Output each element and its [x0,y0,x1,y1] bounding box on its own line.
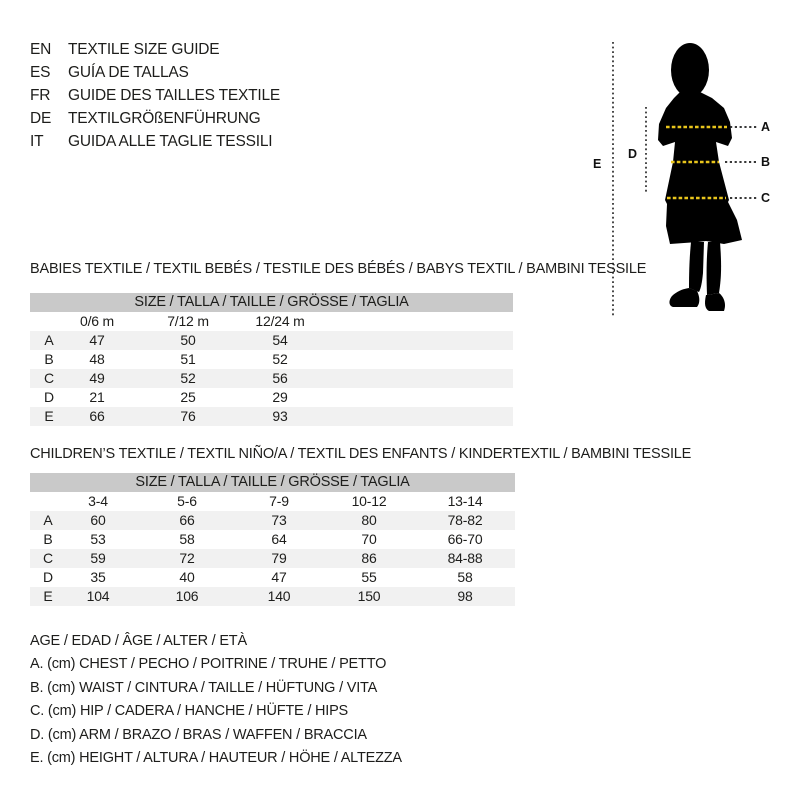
row-label: C [30,369,68,388]
legend-line-height: E. (cm) HEIGHT / ALTURA / HAUTEUR / HÖHE / ALTEZZA [30,749,402,766]
table-row [30,388,513,407]
table-row [30,369,513,388]
language-row-fr [30,84,280,107]
row-label: A [30,331,68,350]
child-silhouette-icon [658,43,742,311]
size-header-bar-row [30,293,513,312]
size-value: 150 [314,587,424,606]
size-value: 52 [272,351,288,367]
size-value: 70 [361,531,377,547]
size-value: 80 [314,511,424,530]
size-header-bar: SIZE / TALLA / TAILLE / GRÖSSE / TAGLIA [30,473,515,492]
size-value: 47 [271,569,287,585]
size-value: 59 [66,549,130,568]
language-code-it: IT [30,133,44,151]
size-value: 29 [272,389,288,405]
size-header-bar: SIZE / TALLA / TAILLE / GRÖSSE / TAGLIA [30,293,513,312]
language-row-it [30,131,280,154]
table-row [30,331,513,350]
size-value: 98 [424,587,506,606]
size-value: 40 [179,569,195,585]
size-value: 66-70 [447,531,483,547]
corner-cell [30,312,68,331]
table-row [30,568,515,587]
row-label: A [30,511,66,530]
measure-label-c: C [761,191,770,205]
size-value: 51 [180,351,196,367]
table-row [30,350,513,369]
size-value: 140 [244,587,314,606]
babies-section-title: BABIES TEXTILE / TEXTIL BEBÉS / TESTILE DES BÉBÉS / BABYS TEXTIL / BAMBINI TESSILE [30,261,647,277]
legend-line-arm: D. (cm) ARM / BRAZO / BRAS / WAFFEN / BRACCIA [30,726,367,743]
filler-cell [310,369,513,388]
size-value: 58 [457,569,473,585]
size-value: 35 [90,569,106,585]
language-header [30,38,280,154]
guide-title-de: TEXTILGRÖßENFÜHRUNG [68,110,261,128]
filler-cell [506,492,515,511]
language-row-es [30,61,280,84]
guide-title-es: GUÍA DE TALLAS [68,63,189,81]
legend-line-hip: C. (cm) HIP / CADERA / HANCHE / HÜFTE / HIPS [30,703,349,720]
table-row [30,407,513,426]
size-value: 73 [244,511,314,530]
column-header: 7/12 m [167,313,209,329]
column-header: 10-12 [351,493,387,509]
table-row [30,587,515,606]
language-code-en: EN [30,40,52,58]
size-value: 52 [126,369,250,388]
row-label: E [30,407,68,426]
filler-cell [310,331,513,350]
language-row-de [30,108,280,131]
size-value: 66 [130,511,244,530]
size-value: 56 [250,369,310,388]
column-header: 7-9 [269,493,289,509]
size-value: 49 [68,369,126,388]
column-header-row [30,492,515,511]
column-header: 12/24 m [255,313,305,329]
size-value: 78-82 [424,511,506,530]
size-value: 93 [250,407,310,426]
size-value: 72 [130,549,244,568]
measure-label-a: A [761,120,770,134]
filler-cell [310,407,513,426]
size-value: 60 [66,511,130,530]
size-value: 50 [126,331,250,350]
column-header: 5-6 [177,493,197,509]
column-header: 3-4 [88,493,108,509]
measure-label-d: D [628,147,637,161]
babies-size-table [30,293,513,426]
guide-title-it: GUIDA ALLE TAGLIE TESSILI [68,133,273,151]
measurement-legend [30,630,402,770]
corner-cell [30,492,66,511]
legend-line-age: AGE / EDAD / ÂGE / ALTER / ETÀ [30,633,247,649]
column-header-row [30,312,513,331]
table-row [30,530,515,549]
language-row-en [30,38,280,61]
filler-cell [506,511,515,530]
size-value: 84-88 [424,549,506,568]
row-label: D [43,569,53,585]
children-section-title: CHILDREN’S TEXTILE / TEXTIL NIÑO/A / TEXTIL DES ENFANTS / KINDERTEXTIL / BAMBINI TESSILE [30,446,692,462]
filler-cell [310,350,513,369]
size-value: 79 [244,549,314,568]
size-header-bar-row [30,473,515,492]
size-value: 106 [130,587,244,606]
table-row [30,511,515,530]
children-size-table [30,473,515,606]
size-value: 47 [68,331,126,350]
table-row [30,549,515,568]
filler-cell [506,587,515,606]
row-label: D [44,389,54,405]
row-label: E [30,587,66,606]
column-header: 0/6 m [79,313,114,329]
language-code-de: DE [30,110,52,128]
size-value: 86 [314,549,424,568]
size-value: 66 [68,407,126,426]
size-value: 48 [89,351,105,367]
language-code-es: ES [30,63,51,81]
size-value: 104 [66,587,130,606]
filler-cell [506,549,515,568]
row-label: C [30,549,66,568]
size-value: 64 [271,531,287,547]
legend-line-waist: B. (cm) WAIST / CINTURA / TAILLE / HÜFTUNG / VITA [30,679,378,696]
size-value: 25 [180,389,196,405]
row-label: B [44,351,54,367]
filler-cell [506,568,515,587]
measure-label-e: E [593,157,602,171]
size-value: 53 [90,531,106,547]
guide-title-fr: GUIDE DES TAILLES TEXTILE [68,86,281,104]
column-header: 13-14 [447,493,483,509]
size-value: 55 [361,569,377,585]
size-value: 54 [250,331,310,350]
size-value: 21 [89,389,105,405]
size-value: 58 [179,531,195,547]
row-label: B [43,531,53,547]
size-value: 76 [126,407,250,426]
filler-cell [506,530,515,549]
measurement-diagram [585,25,800,325]
language-code-fr: FR [30,86,51,104]
legend-line-chest: A. (cm) CHEST / PECHO / POITRINE / TRUHE / PETTO [30,656,387,673]
filler-cell [310,388,513,407]
filler-cell [310,312,513,331]
guide-title-en: TEXTILE SIZE GUIDE [68,40,220,58]
measure-label-b: B [761,155,770,169]
